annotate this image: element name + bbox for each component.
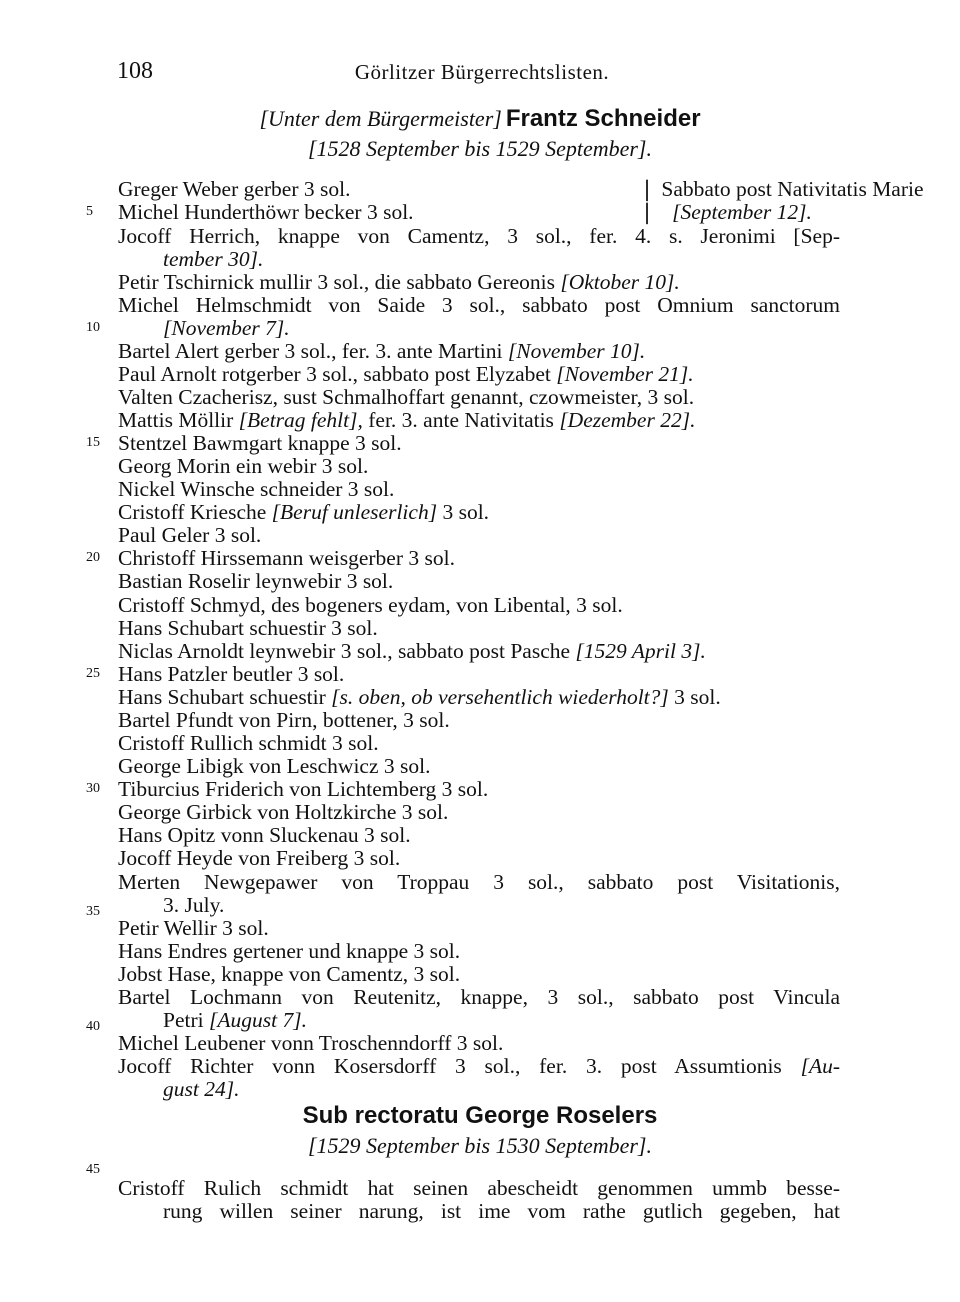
list-item: Greger Weber gerber 3 sol. ❘ Sabbato post Nativitatis Marie [118,177,924,201]
line-number: 40 [86,1019,100,1034]
running-title: Görlitzer Bürgerrechtslisten. [354,60,610,84]
list-item: Hans Schubart schuestir 3 sol. [118,616,378,640]
page-number: 108 [117,58,153,84]
list-item: Christoff Hirssemann weisgerber 3 sol. [118,546,455,570]
list-item: Hans Patzler beutler 3 sol. [118,662,345,686]
list-item: tember 30]. [163,247,264,271]
list-item: George Girbick von Holtzkirche 3 sol. [118,800,449,824]
section-dates: [1528 September bis 1529 September]. [307,136,652,161]
section-dates-schneider [0,135,960,166]
list-item: [November 7]. [163,316,290,340]
line-number: 15 [86,435,100,450]
page-header [117,58,847,88]
list-item: Georg Morin ein webir 3 sol. [118,454,369,478]
list-item: Petir Tschirnick mullir 3 sol., die sabbato Gereonis [Oktober 10]. [118,270,680,294]
line-number: 45 [86,1162,100,1177]
list-item: Mattis Möllir [Betrag fehlt], fer. 3. ante Nativitatis [Dezember 22]. [118,408,696,432]
list-item: Nickel Winsche schneider 3 sol. [118,477,395,501]
line-number: 5 [86,204,93,219]
section-name: Frantz Schneider [505,105,701,132]
line-number: 35 [86,904,100,919]
list-item: Cristoff Rulich schmidt hat seinen abescheidt genommen ummb besse- [118,1176,840,1200]
list-item: Cristoff Kriesche [Beruf unleserlich] 3 sol. [118,500,490,524]
list-item: Merten Newgepawer von Troppau 3 sol., sabbato post Visitationis, [118,870,840,894]
line-number: 30 [86,781,100,796]
section-heading-schneider [0,105,960,136]
list-item: Jocoff Herrich, knappe von Camentz, 3 sol., fer. 4. s. Jeronimi [Sep- [118,224,840,248]
list-item: Bartel Pfundt von Pirn, bottener, 3 sol. [118,708,450,732]
list-item: Hans Opitz vonn Sluckenau 3 sol. [118,823,411,847]
list-item: Valten Czacherisz, sust Schmalhoffart genannt, czowmeister, 3 sol. [118,385,695,409]
list-item: Paul Geler 3 sol. [118,523,262,547]
list-item: gust 24]. [163,1077,240,1101]
list-item: Stentzel Bawmgart knappe 3 sol. [118,431,402,455]
list-item: Niclas Arnoldt leynwebir 3 sol., sabbato post Pasche [1529 April 3]. [118,639,706,663]
list-item: Bartel Alert gerber 3 sol., fer. 3. ante Martini [November 10]. [118,339,646,363]
list-item: Bartel Lochmann von Reutenitz, knappe, 3 sol., sabbato post Vincula [118,985,840,1009]
list-item: Jobst Hase, knappe von Camentz, 3 sol. [118,962,461,986]
list-item: Cristoff Schmyd, des bogeners eydam, von Libental, 3 sol. [118,593,623,617]
list-item: Jocoff Richter vonn Kosersdorff 3 sol., fer. 3. post Assumtionis [Au- [118,1054,841,1078]
list-item: Jocoff Heyde von Freiberg 3 sol. [118,846,401,870]
section-dates: [1529 September bis 1530 September]. [307,1133,652,1158]
section-name: Sub rectoratu George Roselers [302,1102,658,1129]
list-item: rung willen seiner narung, ist ime vom rathe gutlich gegeben, hat [163,1199,840,1223]
list-item: Petri [August 7]. [163,1008,307,1032]
list-item: Cristoff Rullich schmidt 3 sol. [118,731,379,755]
line-number: 20 [86,550,100,565]
list-item: Michel Leubener vonn Troschenndorff 3 sol. [118,1031,504,1055]
section-dates-roselers [0,1132,960,1163]
line-number: 25 [86,666,100,681]
section-prefix: [Unter dem Bürgermeister] [259,106,502,131]
list-item: Bastian Roselir leynwebir 3 sol. [118,569,394,593]
list-item: George Libigk von Leschwicz 3 sol. [118,754,431,778]
section-heading-roselers [0,1102,960,1133]
list-item: Tiburcius Friderich von Lichtemberg 3 sol. [118,777,489,801]
line-number: 10 [86,320,100,335]
list-item: Petir Wellir 3 sol. [118,916,269,940]
list-item: Michel Helmschmidt von Saide 3 sol., sabbato post Omnium sanctorum [118,293,840,317]
list-item: 3. July. [163,893,225,917]
list-item: Paul Arnolt rotgerber 3 sol., sabbato post Elyzabet [November 21]. [118,362,694,386]
list-item: Hans Endres gertener und knappe 3 sol. [118,939,461,963]
list-item: Michel Hunderthöwr becker 3 sol. ❘ [September 12]. [118,200,812,224]
list-item: Hans Schubart schuestir [s. oben, ob versehentlich wiederholt?] 3 sol. [118,685,721,709]
